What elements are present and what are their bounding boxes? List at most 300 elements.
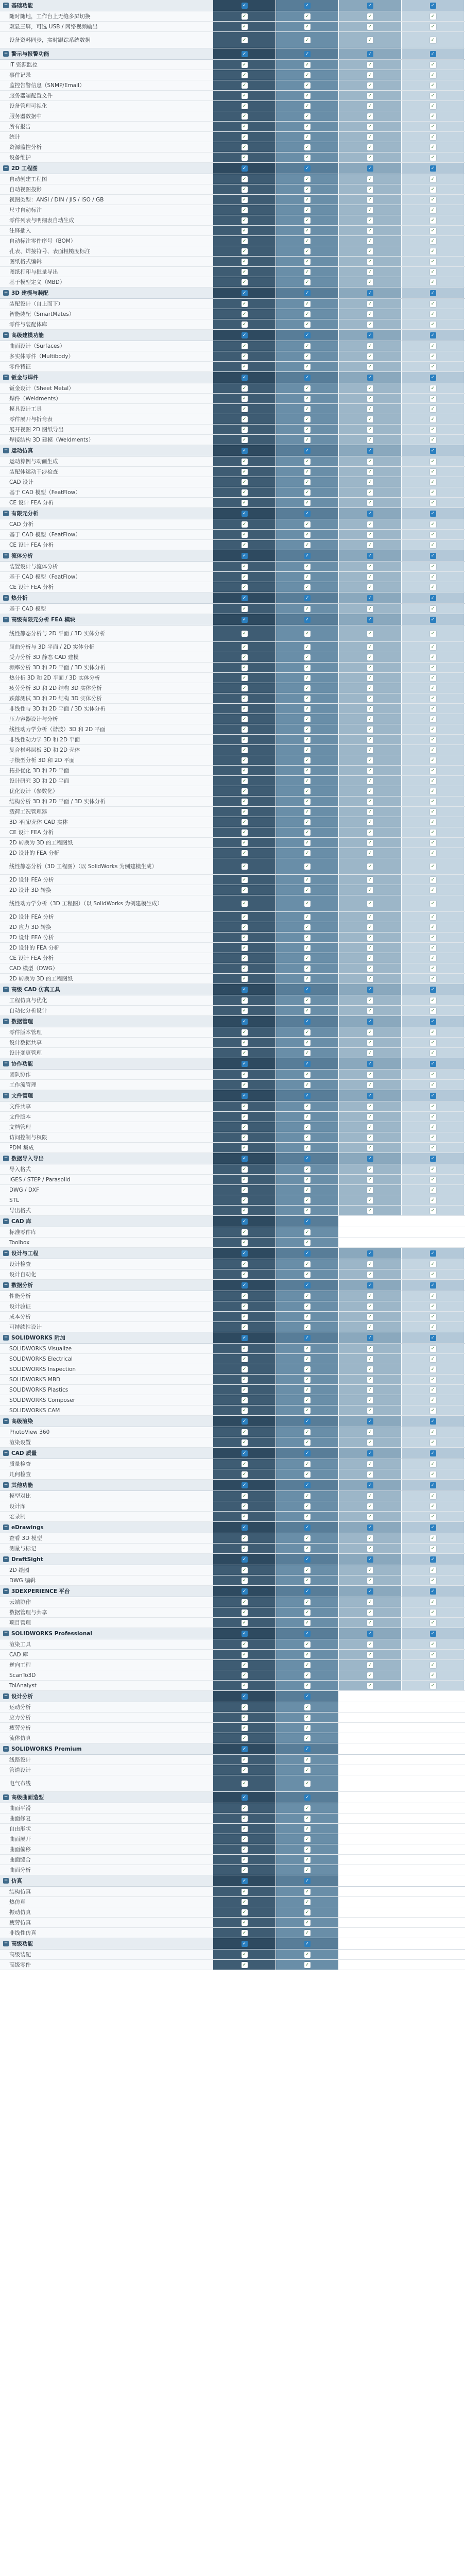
check-icon: ✓ — [242, 489, 248, 496]
check-icon: ✓ — [367, 1377, 373, 1383]
check-icon: ✓ — [430, 62, 436, 68]
row-label-text: 压力容器设计与分析 — [9, 716, 58, 722]
feature-row — [0, 362, 465, 372]
collapse-toggle-icon[interactable]: − — [4, 1218, 8, 1224]
tier-2-cell — [275, 404, 338, 414]
row-label-text: 文档管理 — [9, 1124, 31, 1130]
collapse-toggle-icon[interactable]: − — [4, 1335, 8, 1340]
check-icon: ✓ — [304, 1609, 311, 1616]
check-icon: ✓ — [430, 1104, 436, 1110]
feature-row — [0, 1907, 465, 1918]
collapse-toggle-icon[interactable]: − — [4, 1524, 8, 1530]
feature-row — [0, 1301, 465, 1312]
section-header-row[interactable] — [0, 48, 465, 60]
check-icon: ✓ — [367, 1514, 373, 1520]
section-header-label — [0, 984, 213, 995]
section-header-row[interactable] — [0, 1416, 465, 1427]
collapse-toggle-icon[interactable]: − — [4, 595, 8, 600]
feature-label — [0, 1206, 213, 1215]
section-header-label — [0, 1554, 213, 1565]
collapse-toggle-icon[interactable]: − — [4, 1878, 8, 1883]
tier-2-cell — [275, 1269, 338, 1279]
row-label-text: 所有报告 — [9, 124, 31, 130]
collapse-toggle-icon[interactable]: − — [4, 1631, 8, 1636]
row-label-text: 疲劳分析 3D 和 2D 结构 3D 实体分析 — [9, 685, 102, 691]
check-icon: ✓ — [242, 914, 248, 920]
section-header-row[interactable] — [0, 984, 465, 995]
tier-4-cell — [401, 319, 464, 329]
tier-2-cell — [275, 1480, 338, 1490]
tier-3-cell — [338, 625, 401, 641]
tier-4-cell — [401, 1058, 464, 1069]
check-icon: ✓ — [304, 1816, 311, 1822]
tier-1-cell — [213, 1195, 275, 1205]
feature-row — [0, 309, 465, 319]
tier-1-cell — [213, 487, 275, 497]
collapse-toggle-icon[interactable]: − — [4, 553, 8, 558]
section-header-label — [0, 1875, 213, 1886]
tier-3-cell — [338, 953, 401, 963]
tier-2-cell — [275, 22, 338, 31]
row-label-text: CAD 质量 — [11, 1450, 37, 1456]
tier-1-cell — [213, 163, 275, 174]
tier-2-cell — [275, 184, 338, 194]
check-icon: ✓ — [430, 553, 436, 559]
row-label-text: PhotoView 360 — [9, 1429, 50, 1435]
row-label-text: 钣金与焊件 — [11, 375, 39, 381]
row-label-text: 钣金设计（Sheet Metal） — [9, 385, 74, 392]
section-header-row[interactable] — [0, 0, 465, 11]
tier-3-cell — [338, 277, 401, 287]
tier-3-cell — [338, 572, 401, 582]
tier-4-cell — [401, 1375, 464, 1384]
tier-2-cell — [275, 1834, 338, 1844]
tier-4-cell — [401, 1016, 464, 1027]
row-label-text: 频率分析 3D 和 2D 平面 / 3D 实体分析 — [9, 665, 106, 671]
check-icon: ✓ — [430, 187, 436, 193]
check-icon: ✓ — [304, 564, 311, 570]
check-icon: ✓ — [242, 1261, 248, 1267]
section-header-row[interactable] — [0, 1522, 465, 1533]
feature-label — [0, 1501, 213, 1511]
check-icon: ✓ — [367, 935, 373, 941]
feature-row — [0, 1713, 465, 1723]
check-icon: ✓ — [304, 1293, 311, 1299]
feature-label — [0, 404, 213, 414]
tier-1-cell — [213, 1344, 275, 1353]
section-header-label — [0, 163, 213, 174]
check-icon: ✓ — [367, 1272, 373, 1278]
tier-2-cell — [275, 953, 338, 963]
tier-2-cell — [275, 1259, 338, 1269]
collapse-toggle-icon[interactable]: − — [4, 1450, 8, 1455]
tier-1-cell — [213, 435, 275, 445]
collapse-toggle-icon[interactable]: − — [4, 375, 8, 380]
feature-row — [0, 943, 465, 953]
row-label-text: 曲面平滑 — [9, 1805, 31, 1811]
section-header-row[interactable] — [0, 1090, 465, 1101]
tier-1-cell — [213, 1607, 275, 1617]
check-icon: ✓ — [304, 1909, 311, 1916]
section-header-row[interactable] — [0, 1216, 465, 1227]
collapse-toggle-icon[interactable]: − — [4, 51, 8, 56]
collapse-toggle-icon[interactable]: − — [4, 1482, 8, 1487]
check-icon: ✓ — [367, 511, 373, 517]
tier-2-cell — [275, 963, 338, 973]
collapse-toggle-icon[interactable]: − — [4, 1250, 8, 1256]
check-icon: ✓ — [430, 1662, 436, 1668]
collapse-toggle-icon[interactable]: − — [4, 165, 8, 171]
section-header-row[interactable] — [0, 508, 465, 519]
row-label-text: 孔表、焊接符号、表面粗糙度标注 — [9, 248, 91, 255]
row-label-text: SOLIDWORKS Plastics — [9, 1386, 68, 1393]
check-icon: ✓ — [430, 532, 436, 538]
check-icon: ✓ — [430, 1366, 436, 1372]
feature-row — [0, 122, 465, 132]
tier-2-cell — [275, 299, 338, 309]
check-icon: ✓ — [430, 1356, 436, 1362]
row-label-text: 数据管理与共享 — [9, 1609, 47, 1616]
check-icon: ✓ — [430, 396, 436, 402]
feature-label — [0, 1775, 213, 1791]
feature-label — [0, 1164, 213, 1174]
feature-label — [0, 1301, 213, 1311]
check-icon: ✓ — [430, 1683, 436, 1689]
collapse-toggle-icon[interactable]: − — [4, 1093, 8, 1098]
collapse-toggle-icon[interactable]: − — [4, 1794, 8, 1800]
tier-1-cell — [213, 1844, 275, 1854]
feature-label — [0, 246, 213, 256]
check-icon: ✓ — [430, 887, 436, 893]
tier-2-cell — [275, 943, 338, 953]
tier-1-cell — [213, 205, 275, 215]
check-icon: ✓ — [304, 1366, 311, 1372]
tier-4-cell — [401, 974, 464, 984]
feature-label — [0, 530, 213, 539]
check-icon: ✓ — [367, 877, 373, 883]
check-icon: ✓ — [304, 1261, 311, 1267]
row-label-text: 项目管理 — [9, 1620, 31, 1626]
section-header-row[interactable] — [0, 1016, 465, 1027]
check-icon: ✓ — [242, 617, 248, 623]
tier-4-cell — [401, 1469, 464, 1479]
row-label-text: 复合材料层板 3D 和 2D 壳体 — [9, 747, 80, 753]
check-icon: ✓ — [304, 1145, 311, 1151]
check-icon: ✓ — [242, 1556, 248, 1563]
section-header-row[interactable] — [0, 1586, 465, 1597]
feature-label — [0, 32, 213, 48]
tier-1-cell — [213, 1554, 275, 1565]
check-icon: ✓ — [430, 1439, 436, 1446]
feature-label — [0, 383, 213, 393]
collapse-toggle-icon[interactable]: − — [4, 1282, 8, 1287]
section-header-row[interactable] — [0, 1938, 465, 1950]
tier-3-cell — [338, 22, 401, 31]
feature-row — [0, 341, 465, 351]
check-icon: ✓ — [304, 1324, 311, 1330]
row-label-text: 设计验证 — [9, 1303, 31, 1310]
section-header-row[interactable] — [0, 163, 465, 174]
tier-4-cell — [401, 1416, 464, 1427]
tier-1-cell — [213, 838, 275, 848]
check-icon: ✓ — [242, 1672, 248, 1679]
check-icon: ✓ — [430, 144, 436, 150]
check-icon: ✓ — [367, 1397, 373, 1403]
tier-1-cell — [213, 1865, 275, 1875]
check-icon: ✓ — [242, 343, 248, 349]
tier-1-cell — [213, 1395, 275, 1405]
feature-row — [0, 1607, 465, 1618]
check-icon: ✓ — [430, 1377, 436, 1383]
check-icon: ✓ — [242, 1471, 248, 1478]
collapse-toggle-icon[interactable]: − — [4, 987, 8, 992]
feature-label — [0, 776, 213, 786]
check-icon: ✓ — [242, 1093, 248, 1099]
tier-2-cell — [275, 383, 338, 393]
row-label-text: 设计与工程 — [11, 1250, 39, 1257]
tier-4-cell — [401, 1312, 464, 1321]
collapse-toggle-icon[interactable]: − — [4, 617, 8, 622]
check-icon: ✓ — [242, 1124, 248, 1130]
collapse-toggle-icon[interactable]: − — [4, 1019, 8, 1024]
tier-4-cell — [401, 1175, 464, 1184]
tier-3-cell — [338, 1238, 401, 1247]
tier-4-cell — [401, 1960, 464, 1970]
collapse-toggle-icon[interactable]: − — [4, 1941, 8, 1946]
check-icon: ✓ — [242, 1578, 248, 1584]
collapse-toggle-icon[interactable]: − — [4, 332, 8, 337]
section-header-row[interactable] — [0, 372, 465, 383]
section-header-row[interactable] — [0, 592, 465, 604]
check-icon: ✓ — [304, 1303, 311, 1310]
check-icon: ✓ — [367, 532, 373, 538]
row-label-text: SOLIDWORKS Inspection — [9, 1366, 76, 1372]
tier-1-cell — [213, 383, 275, 393]
row-label-text: TolAnalyst — [9, 1682, 37, 1689]
row-label-text: 自动创建工程图 — [9, 176, 47, 182]
section-header-row[interactable] — [0, 1332, 465, 1344]
collapse-toggle-icon[interactable]: − — [4, 1746, 8, 1751]
row-label-text: 曲面分析 — [9, 1867, 31, 1873]
section-header-row[interactable] — [0, 1875, 465, 1887]
tier-2-cell — [275, 1090, 338, 1101]
section-header-label — [0, 0, 213, 11]
collapse-toggle-icon[interactable]: − — [4, 511, 8, 516]
section-header-row[interactable] — [0, 1280, 465, 1291]
check-icon: ✓ — [430, 24, 436, 30]
tier-4-cell — [401, 1070, 464, 1079]
tier-2-cell — [275, 425, 338, 434]
check-icon: ✓ — [304, 553, 311, 559]
tier-1-cell — [213, 508, 275, 519]
tier-2-cell — [275, 1765, 338, 1775]
tier-4-cell — [401, 1090, 464, 1101]
tier-3-cell — [338, 652, 401, 662]
collapse-toggle-icon[interactable]: − — [4, 290, 8, 295]
tier-3-cell — [338, 1227, 401, 1237]
tier-1-cell — [213, 215, 275, 225]
tier-3-cell — [338, 445, 401, 456]
tier-2-cell — [275, 858, 338, 874]
feature-label — [0, 132, 213, 142]
feature-row — [0, 1164, 465, 1175]
check-icon: ✓ — [367, 1609, 373, 1616]
check-icon: ✓ — [242, 553, 248, 559]
check-icon: ✓ — [304, 654, 311, 660]
tier-3-cell — [338, 766, 401, 775]
row-label-text: 仿真 — [11, 1878, 22, 1884]
check-icon: ✓ — [304, 343, 311, 349]
section-header-row[interactable] — [0, 1448, 465, 1459]
feature-row — [0, 572, 465, 582]
section-header-row[interactable] — [0, 1691, 465, 1702]
tier-1-cell — [213, 142, 275, 152]
feature-label — [0, 838, 213, 848]
tier-1-cell — [213, 943, 275, 953]
tier-1-cell — [213, 766, 275, 775]
tier-3-cell — [338, 724, 401, 734]
feature-row — [0, 582, 465, 592]
row-label-text: 电气布线 — [9, 1780, 31, 1787]
tier-3-cell — [338, 838, 401, 848]
check-icon: ✓ — [367, 1008, 373, 1014]
section-header-row[interactable] — [0, 1480, 465, 1491]
tier-4-cell — [401, 0, 464, 11]
tier-1-cell — [213, 1143, 275, 1153]
feature-row — [0, 1533, 465, 1544]
tier-3-cell — [338, 1480, 401, 1490]
section-header-row[interactable] — [0, 287, 465, 299]
check-icon: ✓ — [242, 1019, 248, 1025]
feature-row — [0, 530, 465, 540]
check-icon: ✓ — [430, 1187, 436, 1193]
row-label-text: 2D 转换为 3D 的工程图纸 — [9, 840, 73, 846]
tier-3-cell — [338, 1765, 401, 1775]
section-header-row[interactable] — [0, 1554, 465, 1565]
section-header-label — [0, 592, 213, 603]
collapse-toggle-icon[interactable]: − — [4, 1418, 8, 1423]
tier-4-cell — [401, 163, 464, 174]
feature-row — [0, 1723, 465, 1733]
check-icon: ✓ — [430, 1461, 436, 1467]
tier-1-cell — [213, 530, 275, 539]
tier-3-cell — [338, 498, 401, 507]
tier-4-cell — [401, 1575, 464, 1585]
section-header-row[interactable] — [0, 1153, 465, 1164]
feature-row — [0, 383, 465, 394]
check-icon: ✓ — [430, 1197, 436, 1204]
collapse-toggle-icon[interactable]: − — [4, 1061, 8, 1066]
section-header-row[interactable] — [0, 614, 465, 625]
feature-label — [0, 1259, 213, 1269]
section-header-row[interactable] — [0, 1743, 465, 1755]
feature-label — [0, 174, 213, 184]
section-header-row[interactable] — [0, 1058, 465, 1070]
feature-label — [0, 1618, 213, 1628]
feature-row — [0, 1185, 465, 1195]
check-icon: ✓ — [367, 1535, 373, 1541]
feature-row — [0, 277, 465, 287]
feature-label — [0, 1269, 213, 1279]
tier-2-cell — [275, 498, 338, 507]
check-icon: ✓ — [430, 987, 436, 993]
section-header-row[interactable] — [0, 1248, 465, 1259]
collapse-toggle-icon[interactable]: − — [4, 1156, 8, 1161]
check-icon: ✓ — [304, 1114, 311, 1120]
check-icon: ✓ — [367, 238, 373, 244]
collapse-toggle-icon[interactable]: − — [4, 1556, 8, 1562]
section-header-row[interactable] — [0, 1792, 465, 1803]
section-header-row[interactable] — [0, 445, 465, 456]
feature-label — [0, 101, 213, 111]
collapse-toggle-icon[interactable]: − — [4, 1693, 8, 1699]
check-icon: ✓ — [242, 1546, 248, 1552]
row-label-text: 运动仿真 — [11, 448, 33, 454]
tier-4-cell — [401, 1269, 464, 1279]
feature-label — [0, 875, 213, 885]
check-icon: ✓ — [367, 1366, 373, 1372]
tier-1-cell — [213, 704, 275, 714]
tier-2-cell — [275, 445, 338, 456]
feature-row — [0, 974, 465, 984]
collapse-toggle-icon[interactable]: − — [4, 3, 8, 8]
collapse-toggle-icon[interactable]: − — [4, 448, 8, 453]
tier-4-cell — [401, 745, 464, 755]
check-icon: ✓ — [242, 1746, 248, 1752]
tier-2-cell — [275, 735, 338, 744]
collapse-toggle-icon[interactable]: − — [4, 1588, 8, 1594]
check-icon: ✓ — [242, 976, 248, 982]
tier-3-cell — [338, 1301, 401, 1311]
tier-4-cell — [401, 1650, 464, 1659]
check-icon: ✓ — [242, 103, 248, 109]
check-icon: ✓ — [242, 1008, 248, 1014]
row-label-text: 设计研究 3D 和 2D 平面 — [9, 778, 70, 784]
check-icon: ✓ — [242, 1061, 248, 1067]
row-label-text: 几何检查 — [9, 1471, 31, 1478]
tier-4-cell — [401, 404, 464, 414]
section-header-row[interactable] — [0, 330, 465, 341]
check-icon: ✓ — [242, 644, 248, 650]
check-icon: ✓ — [430, 606, 436, 612]
tier-3-cell — [338, 1618, 401, 1628]
check-icon: ✓ — [304, 1546, 311, 1552]
tier-3-cell — [338, 372, 401, 383]
row-label-text: 装配设计（自上而下） — [9, 301, 63, 307]
check-icon: ✓ — [430, 1050, 436, 1056]
tier-4-cell — [401, 508, 464, 519]
tier-1-cell — [213, 330, 275, 341]
check-icon: ✓ — [242, 406, 248, 412]
tier-2-cell — [275, 1792, 338, 1803]
check-icon: ✓ — [304, 207, 311, 213]
section-header-row[interactable] — [0, 1628, 465, 1639]
section-header-row[interactable] — [0, 550, 465, 562]
feature-label — [0, 152, 213, 162]
check-icon: ✓ — [430, 1556, 436, 1563]
row-label-text: 导出格式 — [9, 1208, 31, 1214]
tier-1-cell — [213, 111, 275, 121]
feature-label — [0, 351, 213, 361]
row-label-text: 子模型分析 3D 和 2D 平面 — [9, 757, 75, 764]
tier-3-cell — [338, 362, 401, 371]
check-icon: ✓ — [242, 1652, 248, 1658]
feature-label — [0, 1950, 213, 1959]
tier-1-cell — [213, 1907, 275, 1917]
tier-2-cell — [275, 1132, 338, 1142]
tier-2-cell — [275, 875, 338, 885]
tier-4-cell — [401, 1792, 464, 1803]
